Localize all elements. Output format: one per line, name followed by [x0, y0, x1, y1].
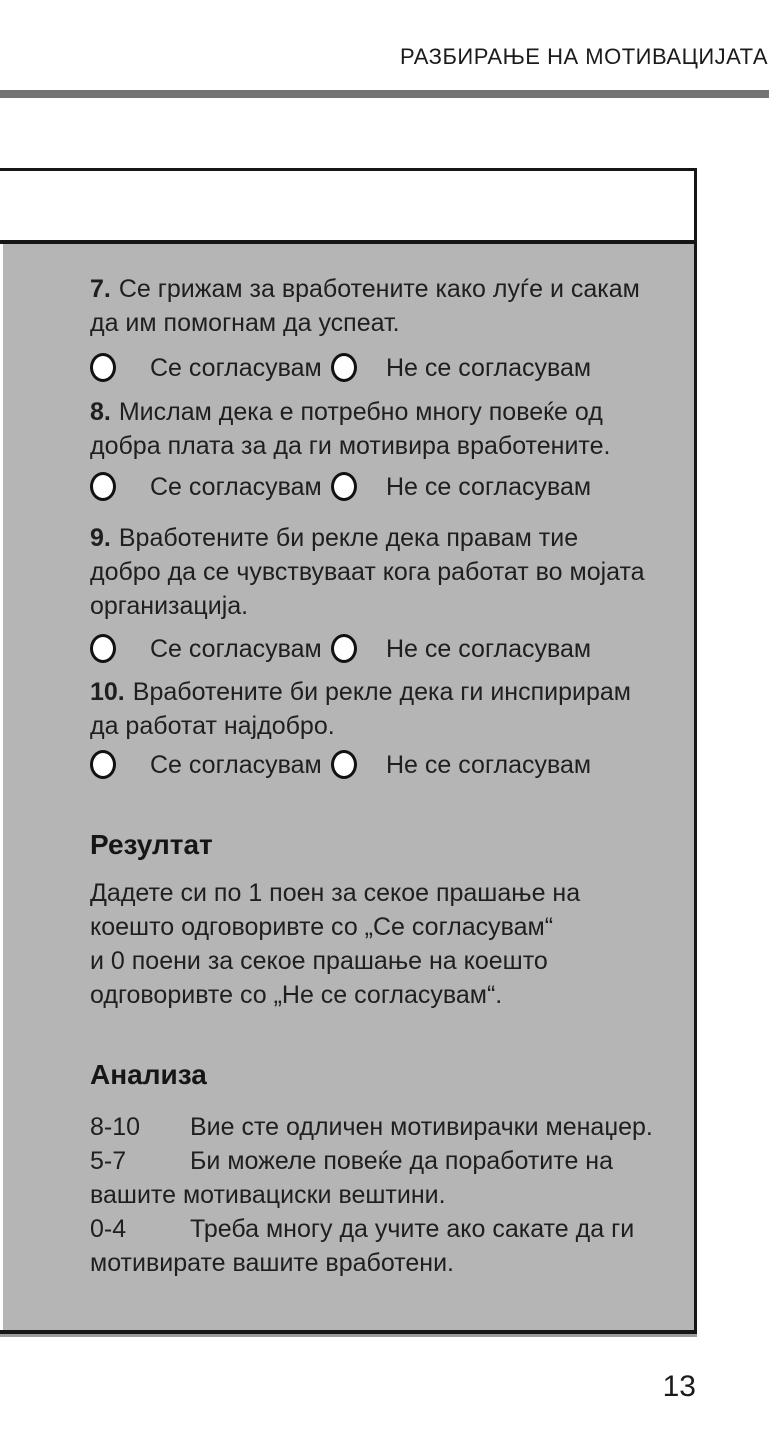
question-8-line-2: добра плата за да ги мотивира вработените.: [90, 432, 611, 460]
question-8-agree-radio[interactable]: [90, 472, 116, 501]
question-9-disagree-label: Не се согласувам: [386, 635, 592, 663]
result-line-2: коешто одговоривте со „Се согласувам“: [90, 913, 554, 941]
analysis-row-2: [90, 1144, 690, 1178]
question-8-disagree-radio[interactable]: [331, 472, 357, 501]
question-8-options: [0, 472, 697, 504]
result-heading: Резултат: [90, 829, 213, 860]
question-8: [90, 395, 690, 463]
result-paragraph: [90, 876, 690, 1012]
running-head-title: РАЗБИРАЊЕ НА МОТИВАЦИЈАТА: [400, 44, 768, 69]
analysis-row-3: [90, 1212, 690, 1246]
analysis-row-1-text: Вие сте одличен мотивирачки менаџер.: [190, 1113, 653, 1141]
question-7: [90, 272, 690, 340]
question-7-options: [0, 353, 697, 385]
question-7-number: 7.: [90, 275, 111, 303]
analysis-row-1: [90, 1110, 690, 1144]
question-9-disagree-radio[interactable]: [331, 634, 357, 663]
analysis-row-1-range: 8-10: [90, 1113, 141, 1141]
question-10-text: Вработените би рекле дека ги инспирирам: [132, 678, 631, 706]
analysis-row-2-text: Би можеле повеќе да поработите на: [190, 1147, 613, 1175]
analysis-row-2-continuation: вашите мотивациски вештини.: [90, 1181, 446, 1209]
result-line-3: и 0 поени за секое прашање на коешто: [90, 947, 548, 975]
question-10: [90, 675, 690, 743]
question-10-disagree-label: Не се согласувам: [386, 751, 592, 779]
question-8-disagree-label: Не се согласувам: [386, 473, 592, 501]
question-7-disagree-radio[interactable]: [331, 353, 357, 382]
header-divider-rule: [0, 90, 769, 98]
question-10-agree-radio[interactable]: [90, 750, 116, 779]
question-9-options: [0, 634, 697, 666]
question-9-number: 9.: [90, 524, 111, 552]
question-7-line-2: да им помогнам да успеат.: [90, 309, 400, 337]
question-9-agree-radio[interactable]: [90, 634, 116, 663]
question-8-agree-label: Се согласувам: [150, 473, 322, 501]
analysis-heading: Анализа: [90, 1059, 207, 1090]
analysis-row-3-continuation: мотивирате вашите вработени.: [90, 1249, 454, 1277]
question-8-text: Мислам дека е потребно многу повеќе од: [118, 398, 603, 426]
question-9: [90, 521, 690, 623]
page-number: 13: [662, 1370, 696, 1403]
question-7-text: Се грижам за вработените како луѓе и сакам: [118, 275, 640, 303]
question-10-line-1: [90, 675, 690, 709]
quiz-box-header-strip: [0, 171, 694, 240]
question-10-options: [0, 750, 697, 782]
question-9-text: Вработените би рекле дека правам тие: [118, 524, 579, 552]
question-10-number: 10.: [90, 678, 125, 706]
question-9-line-1: [90, 521, 690, 555]
question-7-line-1: [90, 272, 690, 306]
result-line-1: Дадете си по 1 поен за секое прашање на: [90, 879, 581, 907]
analysis-row-2-range: 5-7: [90, 1147, 127, 1175]
question-9-line-2: добро да се чувствуваат кога работат во мојата: [90, 558, 645, 586]
question-8-number: 8.: [90, 398, 111, 426]
analysis-row-3-range: 0-4: [90, 1215, 127, 1243]
question-10-line-2: да работат најдобро.: [90, 712, 335, 740]
question-9-line-3: организација.: [90, 592, 249, 620]
analysis-list: [90, 1110, 690, 1280]
analysis-row-3-text: Треба многу да учите ако сакате да ги: [190, 1215, 635, 1243]
question-7-disagree-label: Не се согласувам: [386, 354, 592, 382]
question-8-line-1: [90, 395, 690, 429]
result-line-4: одговоривте со „Не се согласувам“.: [90, 981, 503, 1009]
question-10-disagree-radio[interactable]: [331, 750, 357, 779]
question-10-agree-label: Се согласувам: [150, 751, 322, 779]
question-7-agree-radio[interactable]: [90, 353, 116, 382]
question-9-agree-label: Се согласувам: [150, 635, 322, 663]
question-7-agree-label: Се согласувам: [150, 354, 322, 382]
